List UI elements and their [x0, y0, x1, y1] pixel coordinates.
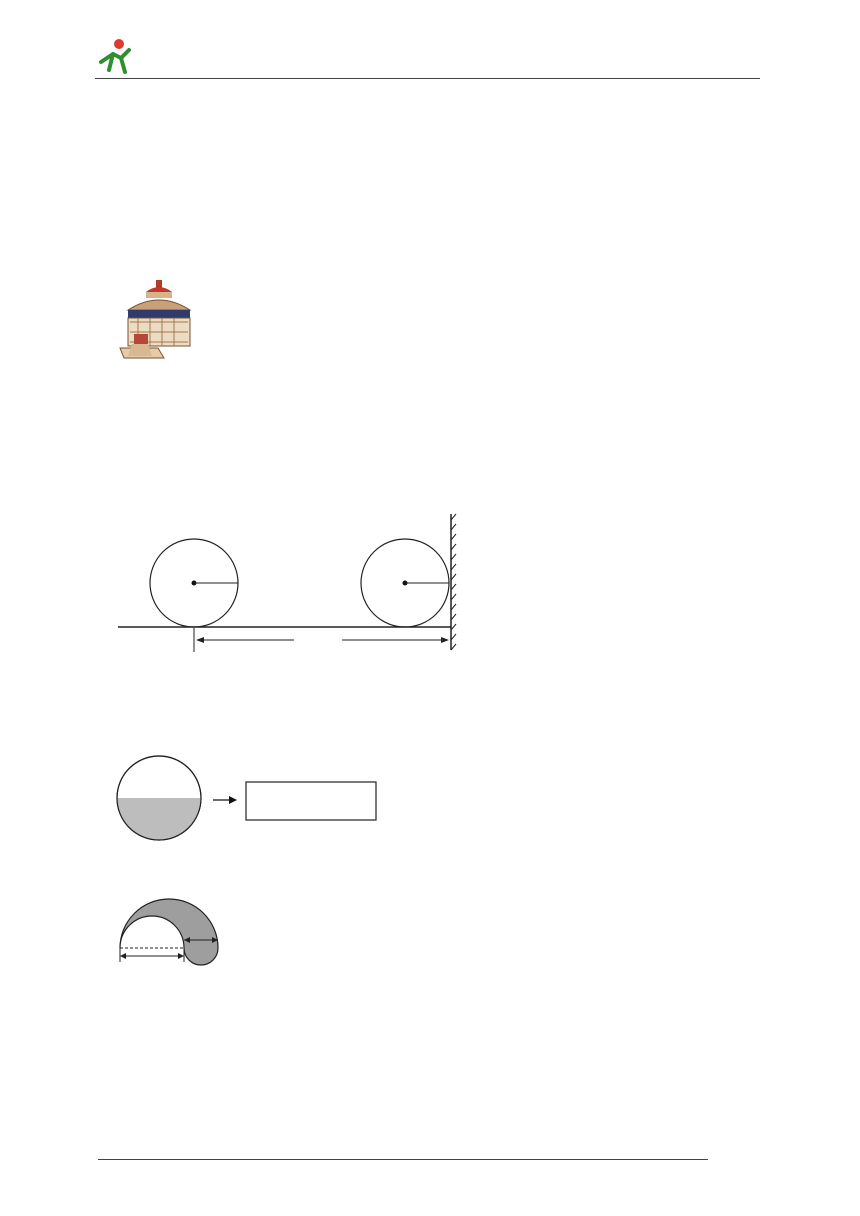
footer-divider — [98, 1159, 708, 1160]
header-divider — [95, 78, 760, 79]
barrel-rolling-figure — [118, 510, 463, 656]
mongolian-yurt-image — [118, 278, 206, 362]
site-logo — [95, 36, 265, 80]
runner-logo-icon — [95, 36, 135, 76]
approx-rectangle — [246, 782, 376, 820]
shaded-region — [120, 899, 218, 965]
circle-to-rectangle-figure — [115, 754, 381, 844]
semicircles-figure — [112, 892, 224, 972]
